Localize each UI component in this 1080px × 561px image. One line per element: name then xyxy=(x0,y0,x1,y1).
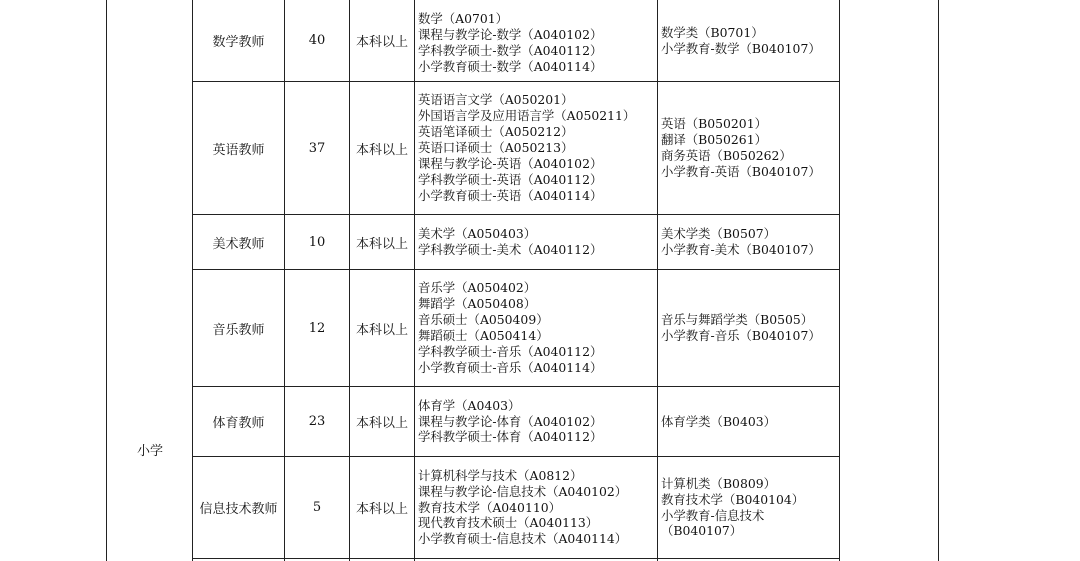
grad-major: 英语语言文学（A050201） xyxy=(418,92,574,108)
grad-major: 学科教学硕士-音乐（A040112） xyxy=(418,343,603,359)
grad-majors-cell xyxy=(418,82,654,214)
count-cell: 23 xyxy=(308,414,326,429)
grad-major: 学科教学硕士-英语（A040112） xyxy=(418,171,603,187)
undergrad-major: 教育技术学（B040104） xyxy=(661,491,805,507)
grad-major: 外国语言学及应用语言学（A050211） xyxy=(418,108,636,124)
undergrad-major: 小学教育-信息技术 xyxy=(661,507,765,523)
undergrad-major: 小学教育-数学（B040107） xyxy=(661,40,821,56)
count-cell: 12 xyxy=(308,320,326,336)
grid-line xyxy=(938,0,939,561)
grad-major: 计算机科学与技术（A0812） xyxy=(418,467,583,483)
grad-majors-cell xyxy=(418,215,654,269)
grad-major: 小学教育硕士-信息技术（A040114） xyxy=(418,531,628,547)
grad-majors-cell xyxy=(418,457,654,558)
grad-major: 课程与教学论-数学（A040102） xyxy=(418,27,603,43)
undergrad-major: 翻译（B050261） xyxy=(661,132,767,148)
grad-major: 英语笔译硕士（A050212） xyxy=(418,124,574,140)
position-cell: 体育教师 xyxy=(212,416,265,431)
position-cell: 数学教师 xyxy=(212,35,265,50)
grid-line xyxy=(414,0,415,561)
undergrad-major: 计算机类（B0809） xyxy=(661,475,776,491)
count-cell: 5 xyxy=(312,500,322,515)
grad-majors-cell xyxy=(418,6,654,80)
undergrad-majors-cell xyxy=(661,457,837,558)
grad-major: 音乐学（A050402） xyxy=(418,280,537,296)
undergrad-major: 音乐与舞蹈学类（B0505） xyxy=(661,312,814,328)
grad-major: 舞蹈学（A050408） xyxy=(418,296,537,312)
grid-line xyxy=(839,0,840,561)
undergrad-major: 数学类（B0701） xyxy=(661,24,764,40)
education-cell: 本科以上 xyxy=(355,502,408,517)
grad-major: 小学教育硕士-音乐（A040114） xyxy=(418,359,603,375)
grad-major: 教育技术学（A040110） xyxy=(418,499,561,515)
grad-major: 小学教育硕士-数学（A040114） xyxy=(418,58,603,74)
position-cell: 音乐教师 xyxy=(212,322,265,338)
grad-major: 学科教学硕士-体育（A040112） xyxy=(418,429,603,445)
school-level-cell: 小学 xyxy=(136,443,163,459)
position-cell: 英语教师 xyxy=(212,142,265,158)
undergrad-majors-cell xyxy=(661,215,837,269)
undergrad-major: 小学教育-英语（B040107） xyxy=(661,163,821,179)
undergrad-major: 英语（B050201） xyxy=(661,116,767,132)
grad-majors-cell xyxy=(418,270,654,386)
grad-major: 学科教学硕士-数学（A040112） xyxy=(418,43,603,58)
undergrad-major: 小学教育-美术（B040107） xyxy=(661,242,821,257)
undergrad-major: 美术学类（B0507） xyxy=(661,226,776,242)
grad-major: 课程与教学论-体育（A040102） xyxy=(418,413,603,429)
grad-major: 数学（A0701） xyxy=(418,11,509,27)
position-cell: 美术教师 xyxy=(212,236,265,252)
education-cell: 本科以上 xyxy=(355,236,408,252)
grid-line xyxy=(106,0,107,561)
education-cell: 本科以上 xyxy=(355,322,408,338)
row-divider xyxy=(192,558,840,559)
grad-major: 美术学（A050403） xyxy=(418,226,537,242)
education-cell: 本科以上 xyxy=(355,35,408,50)
grad-major: 学科教学硕士-美术（A040112） xyxy=(418,242,603,257)
undergrad-majors-cell xyxy=(661,270,837,386)
grad-major: 音乐硕士（A050409） xyxy=(418,312,549,328)
position-cell: 信息技术教师 xyxy=(199,502,278,517)
count-cell: 10 xyxy=(308,234,326,250)
undergrad-majors-cell xyxy=(661,0,837,81)
grad-major: 舞蹈硕士（A050414） xyxy=(418,328,549,343)
undergrad-major: （B040107） xyxy=(661,523,743,539)
undergrad-major: 小学教育-音乐（B040107） xyxy=(661,328,821,343)
count-cell: 40 xyxy=(308,33,326,48)
grad-major: 体育学（A0403） xyxy=(418,397,521,413)
grid-line xyxy=(657,0,658,561)
education-cell: 本科以上 xyxy=(355,416,408,431)
grad-major: 英语口译硕士（A050213） xyxy=(418,140,574,156)
education-cell: 本科以上 xyxy=(355,142,408,158)
undergrad-majors-cell xyxy=(661,82,837,214)
undergrad-major: 商务英语（B050262） xyxy=(661,148,792,163)
undergrad-majors-cell xyxy=(661,387,837,456)
grad-major: 课程与教学论-信息技术（A040102） xyxy=(418,483,628,499)
grad-majors-cell xyxy=(418,387,654,456)
grad-major: 课程与教学论-英语（A040102） xyxy=(418,155,603,171)
undergrad-major: 体育学类（B0403） xyxy=(661,413,776,429)
grad-major: 现代教育技术硕士（A040113） xyxy=(418,515,599,531)
count-cell: 37 xyxy=(308,140,326,156)
grad-major: 小学教育硕士-英语（A040114） xyxy=(418,187,603,203)
